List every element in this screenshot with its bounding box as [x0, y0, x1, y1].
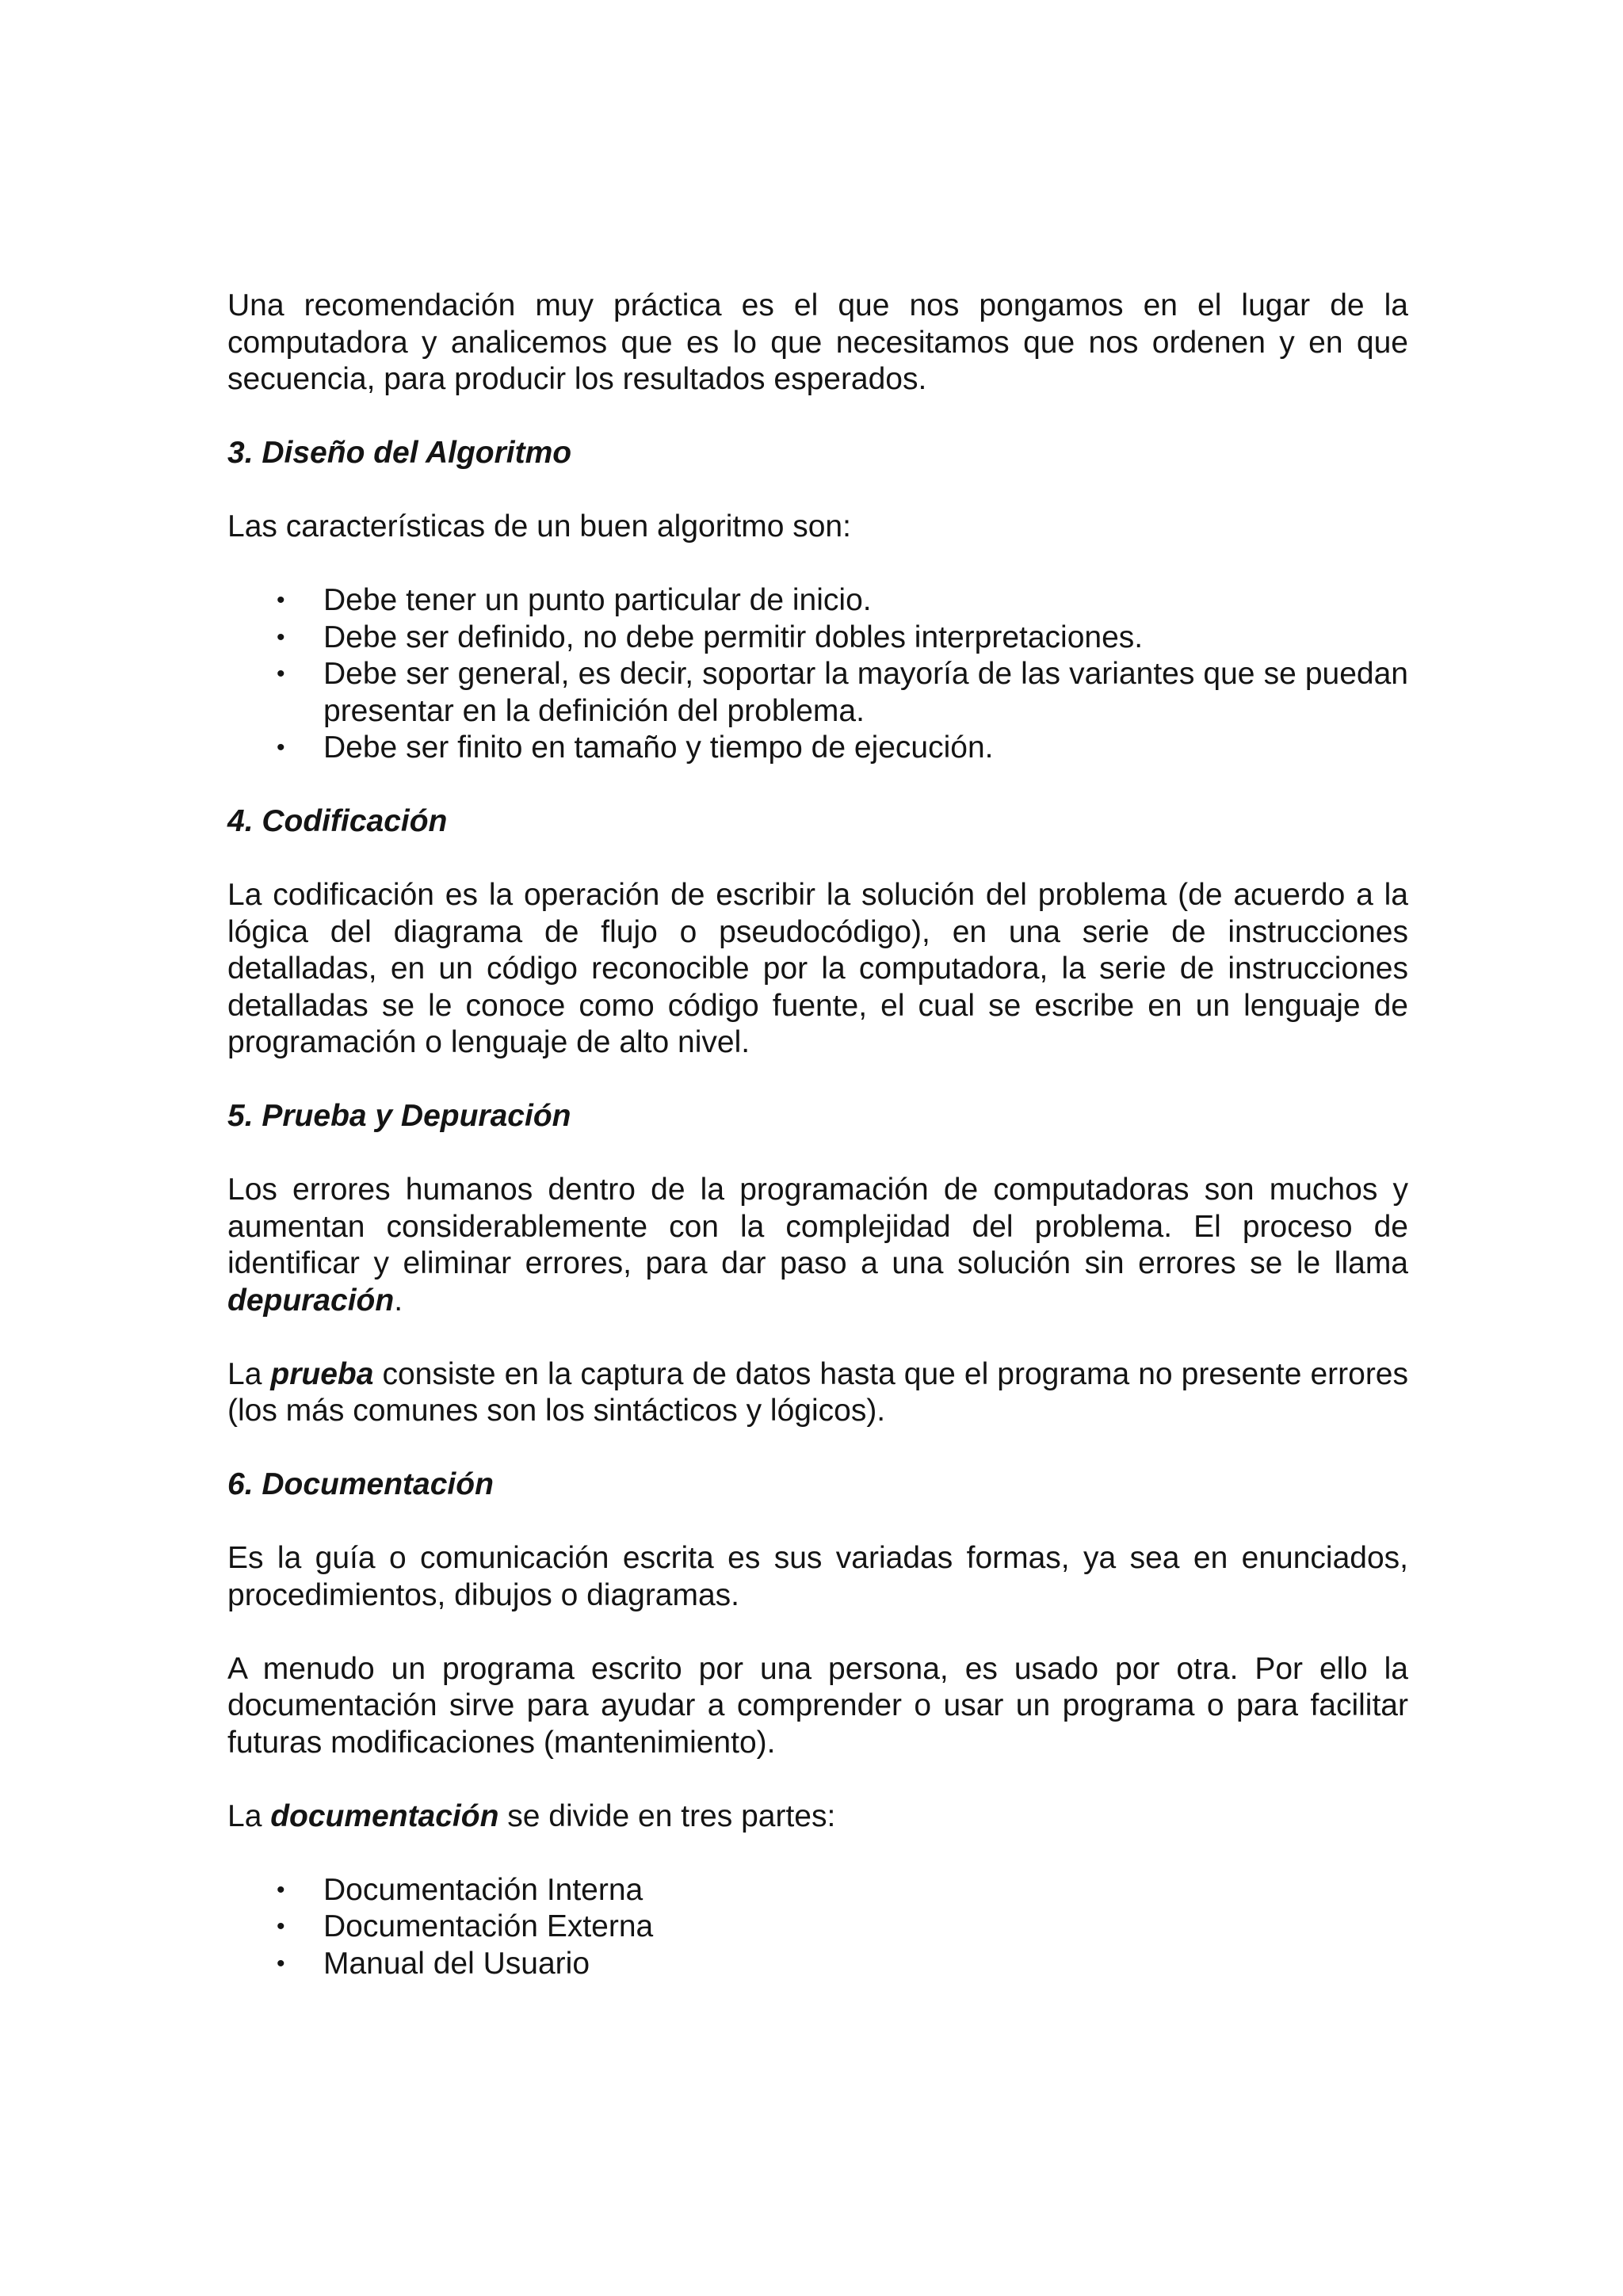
- bullet-icon: •: [277, 661, 285, 687]
- section-6-paragraph-2: A menudo un programa escrito por una persona, es usado por otra. Por ello la documentación sirve para ayudar a comprender o usar un programa o para facilitar futuras modificaciones (mantenimiento).: [227, 1651, 1408, 1760]
- section-5-heading: 5. Prueba y Depuración: [227, 1099, 571, 1133]
- section-5-paragraph-2: La prueba consiste en la captura de datos hasta que el programa no presente errores (los más comunes son los sintácticos y lógicos).: [227, 1356, 1408, 1428]
- list-item: • Documentación Interna: [227, 1872, 1408, 1909]
- list-item: • Debe ser general, es decir, soportar la mayoría de las variantes que se puedan presentar en la definición del problema.: [277, 657, 1408, 728]
- bullet-icon: •: [277, 624, 285, 650]
- section-5-paragraph-1: Los errores humanos dentro de la programación de computadoras son muchos y aumentan considerablemente con la complejidad del problema. El proceso de identificar y eliminar errores, para dar paso a una solución sin errores se le llama depuración.: [227, 1173, 1408, 1318]
- section-3-heading: 3. Diseño del Algoritmo: [227, 436, 572, 470]
- term-prueba: prueba: [270, 1356, 374, 1391]
- list-item: • Debe tener un punto particular de inicio.: [227, 582, 1408, 620]
- list-item: • Manual del Usuario: [227, 1946, 1408, 1983]
- section-4-paragraph: La codificación es la operación de escribir la solución del problema (de acuerdo a la lógica del diagrama de flujo o pseudocódigo), en una serie de instrucciones detalladas, en un código reconocible por la computadora, la serie de instrucciones detalladas se le conoce como código fuente, el cual se escribe en un lenguaje de programación o lenguaje de alto nivel.: [227, 878, 1408, 1059]
- term-documentacion: documentación: [270, 1798, 499, 1833]
- bullet-icon: •: [277, 1913, 285, 1939]
- section-6-heading: 6. Documentación: [227, 1467, 494, 1501]
- list-item: • Debe ser finito en tamaño y tiempo de ejecución.: [227, 730, 1408, 767]
- term-depuracion: depuración: [227, 1283, 395, 1318]
- algorithm-characteristics-list: [227, 582, 1408, 767]
- documentation-parts-list: [227, 1872, 1408, 1983]
- intro-paragraph: Una recomendación muy práctica es el que nos pongamos en el lugar de la computadora y analicemos que es lo que necesitamos que nos ordenen y en que secuencia, para producir los resultados esperados.: [227, 288, 1408, 396]
- section-6-paragraph-1: Es la guía o comunicación escrita es sus variadas formas, ya sea en enunciados, procedimientos, dibujos o diagramas.: [227, 1541, 1408, 1612]
- document-page: [227, 288, 1408, 1982]
- section-4-heading: 4. Codificación: [227, 804, 448, 838]
- list-item: • Debe ser definido, no debe permitir dobles interpretaciones.: [227, 620, 1408, 657]
- section-6-paragraph-3: La documentación se divide en tres partes:: [227, 1798, 836, 1833]
- list-item: • Documentación Externa: [227, 1909, 1408, 1946]
- bullet-icon: •: [277, 734, 285, 761]
- bullet-icon: •: [277, 1876, 285, 1903]
- bullet-icon: •: [277, 587, 285, 613]
- bullet-icon: •: [277, 1950, 285, 1977]
- section-3-lead: Las características de un buen algoritmo son:: [227, 509, 851, 543]
